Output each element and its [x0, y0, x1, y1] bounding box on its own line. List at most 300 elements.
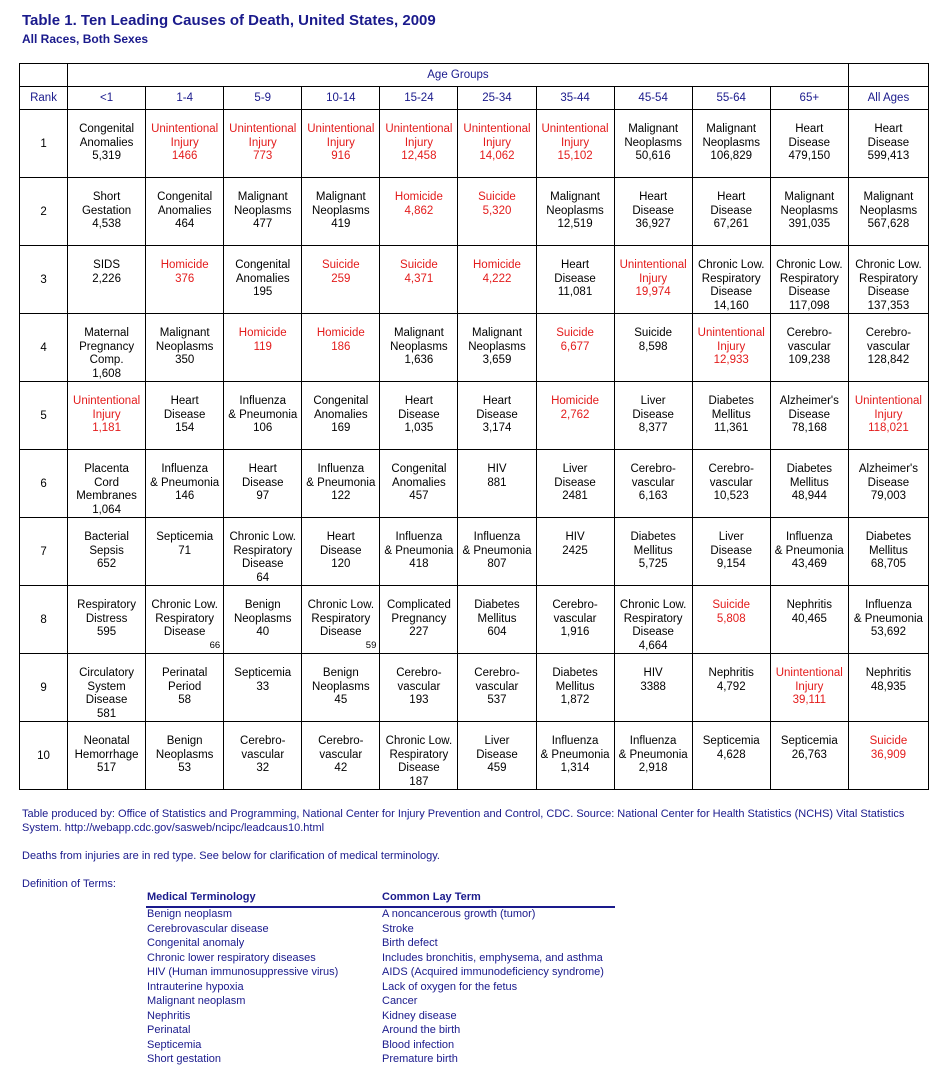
cause-label: Cerebro- vascular 109,238: [786, 327, 832, 367]
definition-row: [146, 1039, 615, 1054]
cause-cell: [614, 382, 692, 450]
cause-cell: [770, 178, 848, 246]
cause-text: [849, 178, 928, 245]
lay-term: Includes bronchitis, emphysema, and asthma: [382, 951, 603, 964]
medical-term: Malignant neoplasm: [147, 995, 246, 1007]
cause-text: [380, 722, 457, 789]
cause-text: [146, 314, 223, 381]
cause-label: Respiratory Distress 595: [77, 599, 136, 639]
cause-cell: [536, 314, 614, 382]
injury-cause-text: [849, 722, 928, 789]
rank-cell: 6: [20, 450, 68, 518]
cause-cell: [380, 450, 458, 518]
cause-text: [693, 382, 770, 449]
cause-label: Homicide 376: [160, 259, 209, 285]
age-column-header: 5-9: [224, 87, 302, 110]
cause-cell: [614, 246, 692, 314]
cause-label: Homicide 4,222: [473, 259, 521, 285]
injury-cause-text: [458, 178, 535, 245]
table-row: [20, 586, 929, 654]
cause-text: [458, 314, 535, 381]
header-blank-right: [848, 64, 928, 87]
injury-cause-text: [302, 110, 379, 177]
cause-text: [224, 246, 301, 313]
cause-label: Suicide 8,598: [634, 327, 672, 353]
age-column-header: All Ages: [848, 87, 928, 110]
cause-cell: [302, 314, 380, 382]
cause-text: [615, 382, 692, 449]
cause-cell: [68, 246, 146, 314]
cause-text: [849, 246, 928, 313]
age-column-header: 55-64: [692, 87, 770, 110]
cause-cell: [380, 518, 458, 586]
cause-label: Suicide 5,808: [712, 599, 751, 625]
cause-cell: [614, 450, 692, 518]
cause-label: Heart Disease 67,261: [710, 191, 752, 231]
cause-text: [771, 110, 848, 177]
definition-row: [146, 995, 615, 1010]
cause-label: Congenital Anomalies 5,319: [79, 123, 135, 163]
cause-text: [302, 450, 379, 517]
cause-label: Unintentional Injury 1,181: [73, 395, 141, 435]
cause-cell: [146, 246, 224, 314]
injury-cause-text: [771, 654, 848, 721]
rank-cell: 4: [20, 314, 68, 382]
lay-term: Blood infection: [382, 1038, 455, 1051]
cause-label: Suicide 6,677: [556, 327, 594, 353]
cause-cell: [848, 178, 928, 246]
cause-text: [68, 178, 145, 245]
cause-text: [615, 178, 692, 245]
injury-cause-text: [615, 246, 692, 313]
cause-cell: [458, 246, 536, 314]
cause-text: [68, 654, 145, 721]
cause-cell: [458, 314, 536, 382]
table-row: [20, 314, 929, 382]
age-column-header: <1: [68, 87, 146, 110]
cause-label: Malignant Neoplasms 12,519: [546, 191, 604, 231]
table-row: [20, 450, 929, 518]
cause-cell: [68, 314, 146, 382]
cause-label: Chronic Low. Respiratory Disease 64: [229, 531, 296, 584]
cause-cell: [692, 246, 770, 314]
cause-label: Malignant Neoplasms 419: [312, 191, 370, 231]
cause-text: [771, 246, 848, 313]
cause-label: Unintentional Injury 15,102: [541, 123, 609, 163]
cause-cell: [302, 178, 380, 246]
cause-text: [146, 586, 223, 653]
cause-cell: [770, 314, 848, 382]
cause-text: [302, 654, 379, 721]
rank-column-header: Rank: [20, 87, 68, 110]
cause-text: [693, 450, 770, 517]
cause-cell: [380, 722, 458, 790]
cause-cell: [770, 518, 848, 586]
cause-text: [771, 722, 848, 789]
rank-cell: 3: [20, 246, 68, 314]
cause-text: [68, 722, 145, 789]
cause-cell: [380, 246, 458, 314]
cause-cell: [692, 450, 770, 518]
cause-cell: [536, 178, 614, 246]
cause-cell: [536, 450, 614, 518]
cause-cell: [770, 654, 848, 722]
cause-label: Perinatal Period 58: [161, 667, 208, 707]
cause-cell: [68, 110, 146, 178]
lay-term: Premature birth: [382, 1053, 458, 1065]
cause-label: HIV 3388: [640, 667, 666, 693]
injury-cause-text: [380, 178, 457, 245]
table-row: [20, 246, 929, 314]
cause-text: [224, 586, 301, 653]
cause-text: [302, 586, 379, 653]
medical-term: Cerebrovascular disease: [147, 922, 269, 935]
cause-text: [458, 450, 535, 517]
cause-text: [224, 450, 301, 517]
cause-label: Liver Disease 459: [476, 735, 518, 775]
cause-cell: [146, 518, 224, 586]
cause-cell: [224, 654, 302, 722]
cause-text: [380, 450, 457, 517]
cause-label: Septicemia 4,628: [702, 735, 760, 761]
cause-label: Chronic Low. Respiratory Disease: [151, 599, 218, 639]
cause-text: [537, 722, 614, 789]
cause-text: [302, 518, 379, 585]
cause-text: [849, 518, 928, 585]
cause-label: Influenza & Pneumonia 146: [150, 463, 220, 503]
cause-cell: [536, 110, 614, 178]
cause-cell: [770, 722, 848, 790]
cause-cell: [146, 722, 224, 790]
cause-text: [224, 518, 301, 585]
rank-cell: 8: [20, 586, 68, 654]
lay-term: Kidney disease: [382, 1009, 457, 1022]
cause-label: SIDS 2,226: [92, 259, 121, 285]
injury-cause-text: [458, 110, 535, 177]
cause-label: Cerebro- vascular 537: [474, 667, 520, 707]
cause-text: [615, 314, 692, 381]
cause-text: [849, 110, 928, 177]
cause-cell: [224, 518, 302, 586]
cause-label: Diabetes Mellitus 11,361: [708, 395, 754, 435]
cause-cell: [146, 450, 224, 518]
cause-label: Homicide 2,762: [551, 395, 600, 421]
cause-cell: [458, 654, 536, 722]
cause-label: Diabetes Mellitus 604: [474, 599, 520, 639]
cause-cell: [68, 178, 146, 246]
cause-cell: [848, 382, 928, 450]
cause-cell: [770, 382, 848, 450]
cause-text: [458, 586, 535, 653]
cause-text: [224, 654, 301, 721]
injury-cause-text: [380, 246, 457, 313]
cause-cell: [692, 722, 770, 790]
cause-label: Influenza & Pneumonia 122: [306, 463, 376, 503]
medical-term: Benign neoplasm: [147, 908, 233, 920]
cause-cell: [458, 178, 536, 246]
cause-cell: [302, 654, 380, 722]
cause-text: [849, 654, 928, 721]
cause-label: Unintentional Injury 12,458: [385, 123, 453, 163]
cause-label: Unintentional Injury 14,062: [463, 123, 531, 163]
cause-label: Cerebro- vascular 42: [318, 735, 364, 775]
table-row: [20, 382, 929, 450]
cause-label: Circulatory System Disease 581: [79, 667, 135, 720]
cause-cell: [224, 314, 302, 382]
cause-cell: [458, 450, 536, 518]
cause-cell: [146, 654, 224, 722]
cause-cell: [146, 178, 224, 246]
cause-label: Diabetes Mellitus 48,944: [786, 463, 832, 503]
cause-label: Unintentional Injury 19,974: [619, 259, 687, 299]
cause-text: [537, 518, 614, 585]
injury-cause-text: [693, 314, 770, 381]
cause-cell: [458, 110, 536, 178]
cause-text: [302, 178, 379, 245]
cause-cell: [224, 246, 302, 314]
cause-cell: [302, 586, 380, 654]
rank-cell: 10: [20, 722, 68, 790]
definition-row: [146, 923, 615, 938]
cause-text: [458, 382, 535, 449]
cause-text: [224, 382, 301, 449]
cause-label: Benign Neoplasms 53: [155, 735, 214, 775]
cause-cell: [458, 518, 536, 586]
table-row: [20, 654, 929, 722]
injury-cause-text: [537, 314, 614, 381]
medical-term: Short gestation: [147, 1053, 221, 1065]
cause-label: Suicide 259: [321, 259, 360, 285]
cause-label: Homicide 186: [316, 327, 365, 353]
definition-row: [146, 1024, 615, 1039]
cause-label: Chronic Low. Respiratory Disease 14,160: [697, 259, 765, 312]
cause-label: Diabetes Mellitus 68,705: [865, 531, 912, 571]
age-groups-header: Age Groups: [68, 64, 849, 87]
injury-cause-text: [68, 382, 145, 449]
medical-term: Intrauterine hypoxia: [147, 980, 244, 993]
cause-text: [693, 722, 770, 789]
rank-cell: 5: [20, 382, 68, 450]
cause-cell: [380, 314, 458, 382]
table-row: [20, 722, 929, 790]
cause-cell: [848, 518, 928, 586]
injury-cause-text: [302, 314, 379, 381]
cause-cell: [68, 382, 146, 450]
definitions-table: [146, 891, 615, 1068]
cause-label: Malignant Neoplasms 477: [233, 191, 292, 231]
cause-text: [771, 178, 848, 245]
cause-label: Influenza & Pneumonia 418: [384, 531, 454, 571]
cause-text: [537, 246, 614, 313]
cause-text: [615, 518, 692, 585]
cause-cell: [614, 586, 692, 654]
cause-label: Liver Disease 9,154: [710, 531, 752, 571]
cause-cell: [536, 382, 614, 450]
cause-label: Unintentional Injury 118,021: [854, 395, 922, 435]
cause-count: 59: [365, 640, 377, 652]
cause-cell: [302, 382, 380, 450]
rank-cell: 9: [20, 654, 68, 722]
cause-label: Influenza & Pneumonia 106: [228, 395, 298, 435]
cause-cell: [302, 518, 380, 586]
age-column-header: 45-54: [614, 87, 692, 110]
age-column-header: 25-34: [458, 87, 536, 110]
age-column-header: 35-44: [536, 87, 614, 110]
table-row: [20, 518, 929, 586]
cause-cell: [614, 110, 692, 178]
cause-cell: [380, 586, 458, 654]
cause-cell: [614, 518, 692, 586]
cause-label: Homicide 119: [238, 327, 287, 353]
cause-text: [615, 110, 692, 177]
cause-cell: [224, 450, 302, 518]
cause-text: [537, 450, 614, 517]
cause-text: [380, 654, 457, 721]
cause-text: [146, 450, 223, 517]
table-row: [20, 178, 929, 246]
cause-cell: [224, 382, 302, 450]
definition-row: [146, 981, 615, 996]
cause-text: [458, 518, 535, 585]
cause-text: [771, 586, 848, 653]
cause-text: [771, 450, 848, 517]
medical-term: Nephritis: [147, 1009, 191, 1022]
table-row: [20, 110, 929, 178]
page-title: Table 1. Ten Leading Causes of Death, United States, 2009: [22, 12, 436, 29]
medical-term: Perinatal: [147, 1024, 191, 1036]
cause-cell: [68, 654, 146, 722]
cause-cell: [770, 110, 848, 178]
cause-label: Chronic Low. Respiratory Disease 117,098: [776, 259, 843, 312]
cause-cell: [692, 314, 770, 382]
cause-label: Complicated Pregnancy 227: [386, 599, 451, 639]
cause-cell: [68, 586, 146, 654]
cause-text: [693, 110, 770, 177]
cause-text: [771, 314, 848, 381]
injury-cause-text: [146, 110, 223, 177]
cause-label: Heart Disease 1,035: [398, 395, 440, 435]
cause-text: [458, 654, 535, 721]
page-subtitle: All Races, Both Sexes: [22, 32, 149, 46]
cause-cell: [848, 110, 928, 178]
cause-label: Heart Disease 154: [163, 395, 206, 435]
cause-cell: [302, 110, 380, 178]
lay-term: Around the birth: [382, 1024, 461, 1036]
cause-label: HIV 2425: [562, 531, 588, 557]
cause-cell: [224, 110, 302, 178]
injury-cause-text: [224, 110, 301, 177]
cause-cell: [770, 450, 848, 518]
cause-label: Diabetes Mellitus 1,872: [552, 667, 598, 707]
cause-label: Liver Disease 2481: [554, 463, 596, 503]
definition-row: [146, 952, 615, 967]
cause-label: Neonatal Hemorrhage 517: [74, 735, 139, 775]
cause-label: Malignant Neoplasms 106,829: [702, 123, 760, 163]
rank-cell: 2: [20, 178, 68, 246]
cause-text: [537, 654, 614, 721]
injury-cause-text: [537, 110, 614, 177]
cause-cell: [224, 178, 302, 246]
cause-cell: [692, 110, 770, 178]
cause-text: [849, 586, 928, 653]
cause-cell: [692, 178, 770, 246]
cause-cell: [146, 110, 224, 178]
cause-label: Benign Neoplasms 45: [312, 667, 370, 707]
cause-label: Congenital Anomalies 457: [391, 463, 447, 503]
cause-label: Nephritis 4,792: [708, 667, 754, 693]
cause-text: [537, 178, 614, 245]
cause-label: Septicemia 26,763: [780, 735, 838, 761]
cause-text: [380, 314, 457, 381]
cause-label: Heart Disease 11,081: [554, 259, 596, 299]
cause-label: Liver Disease 8,377: [632, 395, 674, 435]
cause-text: [380, 518, 457, 585]
cause-label: Cerebro- vascular 32: [240, 735, 286, 775]
cause-text: [615, 722, 692, 789]
injury-cause-text: [380, 110, 457, 177]
cause-label: Cerebro- vascular 193: [396, 667, 442, 707]
cause-label: Influenza & Pneumonia 2,918: [618, 735, 688, 775]
cause-label: Chronic Low. Respiratory Disease: [307, 599, 375, 639]
cause-cell: [302, 450, 380, 518]
cause-text: [458, 722, 535, 789]
cause-cell: [380, 178, 458, 246]
cause-label: Chronic Low. Respiratory Disease 137,353: [855, 259, 922, 312]
age-column-header: 1-4: [146, 87, 224, 110]
cause-label: Benign Neoplasms 40: [233, 599, 292, 639]
cause-label: Malignant Neoplasms 350: [155, 327, 214, 367]
cause-cell: [302, 722, 380, 790]
cause-text: [68, 518, 145, 585]
cause-text: [146, 178, 223, 245]
cause-label: Cerebro- vascular 128,842: [865, 327, 912, 367]
definition-row: [146, 1053, 615, 1068]
injury-cause-text: [146, 246, 223, 313]
cause-label: Nephritis 48,935: [865, 667, 912, 693]
cause-cell: [848, 654, 928, 722]
definition-row: [146, 966, 615, 981]
cause-cell: [536, 654, 614, 722]
cause-count: 66: [209, 640, 221, 652]
cause-label: Cerebro- vascular 1,916: [552, 599, 598, 639]
cause-text: [771, 382, 848, 449]
cause-text: [537, 586, 614, 653]
cause-text: [849, 314, 928, 381]
rank-cell: 1: [20, 110, 68, 178]
cause-cell: [770, 586, 848, 654]
cause-cell: [848, 246, 928, 314]
cause-label: Unintentional Injury 1466: [151, 123, 219, 163]
cause-label: Cerebro- vascular 6,163: [630, 463, 676, 503]
cause-label: Alzheimer's Disease 79,003: [858, 463, 918, 503]
cause-cell: [614, 314, 692, 382]
medical-term: Congenital anomaly: [147, 937, 245, 949]
age-column-header: 15-24: [380, 87, 458, 110]
cause-cell: [302, 246, 380, 314]
cause-label: Heart Disease 479,150: [788, 123, 831, 163]
medical-term: HIV (Human immunosuppressive virus): [147, 966, 339, 978]
cause-text: [693, 654, 770, 721]
rank-cell: 7: [20, 518, 68, 586]
cause-text: [68, 246, 145, 313]
cause-text: [146, 382, 223, 449]
cause-text: [146, 722, 223, 789]
source-note: Table produced by: Office of Statistics and Programming, National Center for Injury Prevention and Control, CDC. Source: National Center for Health Statistics (NCHS) Vital Statistics System. http://webapp.cdc.gov/sasweb/ncipc/leadcaus10.html: [22, 808, 905, 834]
definition-row: [146, 937, 615, 952]
cause-cell: [692, 518, 770, 586]
cause-text: [380, 586, 457, 653]
cause-label: Influenza & Pneumonia 807: [462, 531, 532, 571]
